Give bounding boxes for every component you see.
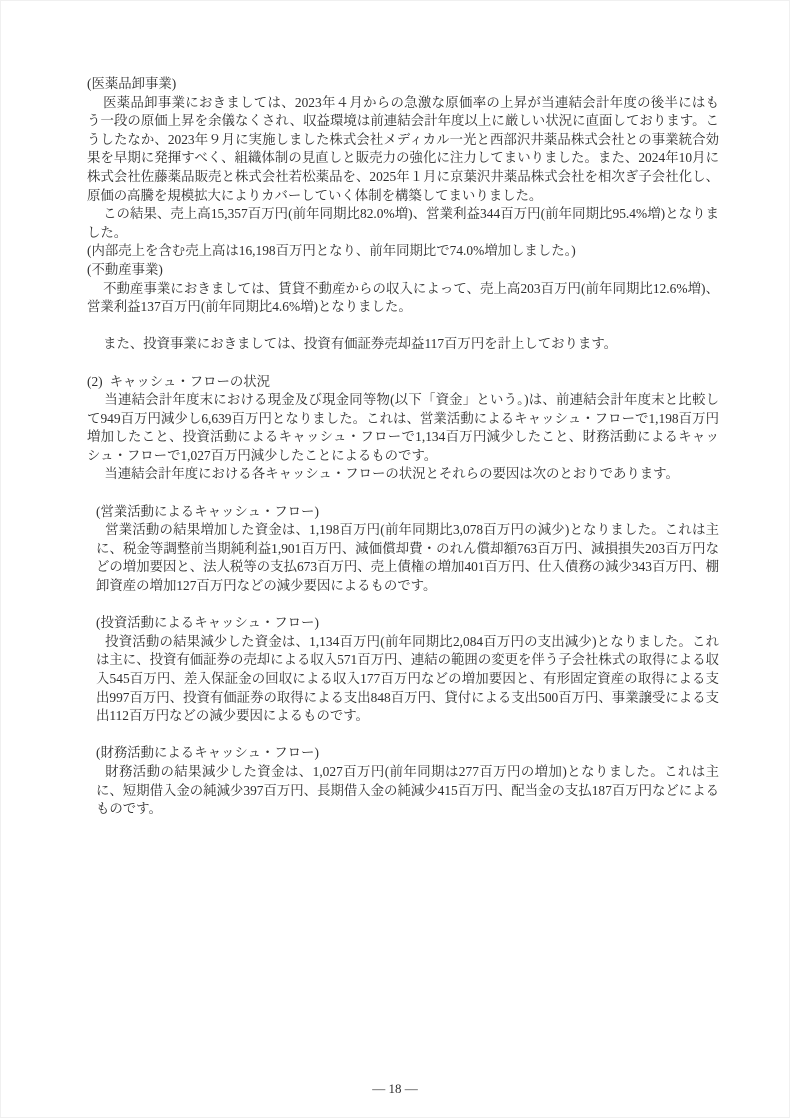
heading-financing-cashflow: (財務活動によるキャッシュ・フロー) xyxy=(96,745,319,761)
document-body xyxy=(87,75,719,819)
section-cashflow-title xyxy=(87,373,719,392)
para-real-estate-results: 不動産事業におきましては、賃貸不動産からの収入によって、売上高203百万円(前年同期比12.6%増)、営業利益137百万円(前年同期比4.6%増)となりました。 xyxy=(87,280,719,315)
para-investment-segment-note: また、投資事業におきましては、投資有価証券売却益117百万円を計上しております。 xyxy=(103,336,618,352)
para-operating-cashflow: 営業活動の結果増加した資金は、1,198百万円(前年同期比3,078百万円の減少)となりました。これは主に、税金等調整前当期純利益1,901百万円、減価償却費・のれん償却額763百万円、減損損失203百万円などの増加要因と、法人税等の支払673百万円、売上債権の増加401百万円、仕入債務の減少343百万円、棚卸資産の増加127百万円などの減少要因によるものです。 xyxy=(96,522,719,594)
para-cashflow-intro: 当連結会計年度末における現金及び現金同等物(以下「資金」という。)は、前連結会計年度末と比較して949百万円減少し6,639百万円となりました。これは、営業活動によるキャッシュ・フローで1,198百万円増加したこと、投資活動によるキャッシュ・フローで1,134百万円減少したこと、財務活動によるキャッシュ・フローで1,027百万円減少したことによるものです。 xyxy=(87,392,719,463)
heading-pharma-wholesale-segment: (医薬品卸事業) xyxy=(87,76,177,91)
para-internal-sales-note: (内部売上を含む売上高は16,198百万円となり、前年同期比で74.0%増加しました。) xyxy=(87,243,576,259)
para-financing-cashflow: 財務活動の結果減少した資金は、1,027百万円(前年同期は277百万円の増加)となりました。これは主に、短期借入金の純減少397百万円、長期借入金の純減少415百万円、配当金の支払187百万円などによるものです。 xyxy=(96,763,719,817)
heading-operating-cashflow: (営業活動によるキャッシュ・フロー) xyxy=(96,503,319,519)
section-number-label: (2) xyxy=(87,373,103,389)
para-cashflow-intro-2: 当連結会計年度における各キャッシュ・フローの状況とそれらの要因は次のとおりであります。 xyxy=(104,466,679,482)
section-title-text: キャッシュ・フローの状況 xyxy=(109,373,271,389)
heading-real-estate-segment: (不動産事業) xyxy=(87,261,163,277)
page-number: ― 18 ― xyxy=(372,1081,418,1096)
para-pharma-wholesale-overview: 医薬品卸事業におきましては、2023年４月からの急激な原価率の上昇が当連結会計年度の後半にはもう一段の原価上昇を余儀なくされ、収益環境は前連結会計年度以上に厳しい状況に直面しております。こうしたなか、2023年９月に実施しました株式会社メディカル一光と西部沢井薬品株式会社との事業統合効果を早期に発揮すべく、組織体制の見直しと販売力の強化に注力してまいりました。また、2024年10月に株式会社佐藤薬品販売と株式会社若松薬品を、2025年１月に京葉沢井薬品株式会社を相次ぎ子会社化し、原価の高騰を規模拡大によりカバーしていく体制を構築してまいりました。 xyxy=(87,94,719,203)
para-pharma-wholesale-results: この結果、売上高15,357百万円(前年同期比82.0%増)、営業利益344百万円(前年同期比95.4%増)となりました。 xyxy=(87,206,719,240)
para-investing-cashflow: 投資活動の結果減少した資金は、1,134百万円(前年同期比2,084百万円の支出減少)となりました。これは主に、投資有価証券の売却による収入571百万円、連結の範囲の変更を伴う子会社株式の取得による収入545百万円、差入保証金の回収による収入177百万円などの増加要因と、有形固定資産の取得による支出997百万円、投資有価証券の取得による支出848百万円、貸付による支出500百万円、事業譲受による支出112百万円などの減少要因によるものです。 xyxy=(96,633,719,724)
heading-investing-cashflow: (投資活動によるキャッシュ・フロー) xyxy=(96,615,319,631)
